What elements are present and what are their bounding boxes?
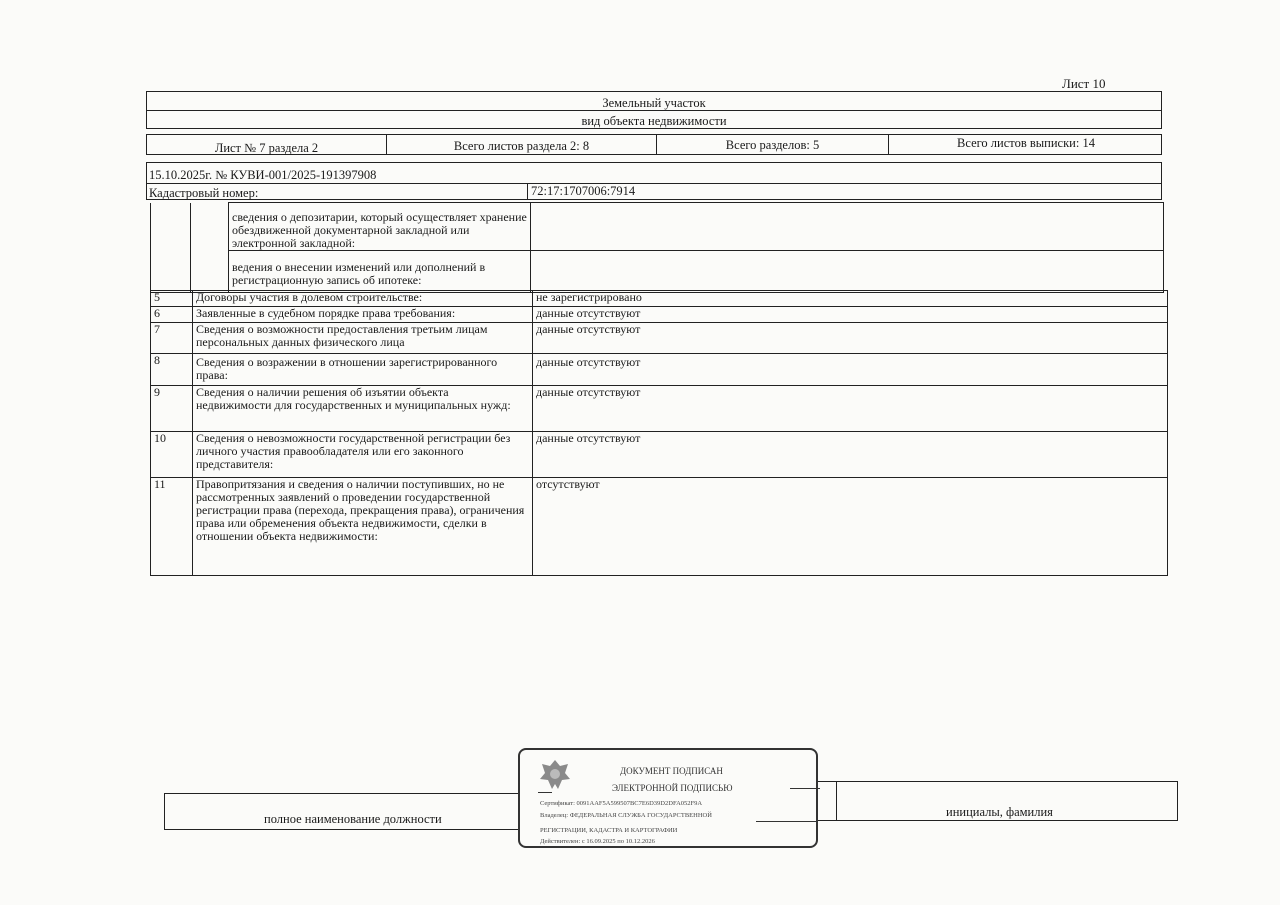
table-row [151,478,1168,576]
row-number: 11 [151,478,193,576]
stamp-owner2: РЕГИСТРАЦИИ, КАДАСТРА И КАРТОГРАФИИ [540,827,678,834]
row-value: отсутствуют [533,478,1168,576]
position-caption: полное наименование должности [264,812,442,826]
row-label: Заявленные в судебном порядке права требования: [193,307,533,323]
stamp-validity: Действителен: с 16.09.2025 по 10.12.2026 [540,838,655,845]
records-table [150,290,1168,576]
emblem-icon [538,756,572,794]
object-type-box [146,91,1162,129]
sheet-number: Лист 10 [1062,76,1106,91]
row-label: Сведения о невозможности государственной регистрации без личного участия правообладателя или его законного представителя: [193,432,533,478]
sub-row-label: ведения о внесении изменений или дополнений в регистрационную запись об ипотеке: [229,251,531,293]
object-type: Земельный участок [602,96,706,110]
row-value: данные отсутствуют [533,323,1168,354]
total-section-sheets: Всего листов раздела 2: 8 [387,135,657,154]
stamp-owner: Владелец: ФЕДЕРАЛЬНАЯ СЛУЖБА ГОСУДАРСТВЕННОЙ [540,812,712,819]
total-extract-sheets: Всего листов выписки: 14 [957,136,1095,150]
sheet-info-row [146,134,1162,155]
row-value: данные отсутствуют [533,386,1168,432]
table-row [151,354,1168,386]
electronic-signature-stamp [518,748,818,848]
cadastral-number: 72:17:1707006:7914 [531,184,636,198]
row-value: не зарегистрировано [533,291,1168,307]
table-row [151,203,1164,251]
row-number: 8 [151,354,193,386]
table-row [151,432,1168,478]
extract-ref: 15.10.2025г. № КУВИ-001/2025-191397908 [149,168,377,182]
sub-row-value [531,203,1164,251]
extract-info-box [146,162,1162,200]
row-label: Правопритязания и сведения о наличии поступивших, но не рассмотренных заявлений о проведении государственной регистрации права (перехода, прекращения права), ограничения права или обременения объекта недвижимости, сделки в отношении объекта недвижимости: [193,478,533,576]
row-label: Сведения о наличии решения об изъятии объекта недвижимости для государственных и муниципальных нужд: [193,386,533,432]
object-type-caption: вид объекта недвижимости [581,114,727,128]
table-row [151,251,1164,293]
row-value: данные отсутствуют [533,432,1168,478]
row-number: 6 [151,307,193,323]
row-value: данные отсутствуют [533,307,1168,323]
continuation-table [150,202,1164,293]
row-label: Договоры участия в долевом строительстве: [193,291,533,307]
row-label: Сведения о возражении в отношении зарегистрированного права: [193,354,533,386]
sub-row-value [531,251,1164,293]
table-row [151,386,1168,432]
table-row [151,291,1168,307]
stamp-certificate: Сертификат: 0091AAF5A599507BC7E6D39D2DFA052F9A [540,800,703,807]
stamp-line1: ДОКУМЕНТ ПОДПИСАН [620,766,723,776]
sub-row-label: сведения о депозитарии, который осуществляет хранение обездвиженной документарной закладной или электронной закладной: [229,203,531,251]
row-value: данные отсутствуют [533,354,1168,386]
total-sections: Всего разделов: 5 [657,135,889,154]
table-row [151,307,1168,323]
cadastral-label: Кадастровый номер: [149,186,259,200]
row-label: Сведения о возможности предоставления третьим лицам персональных данных физического лица [193,323,533,354]
row-number: 10 [151,432,193,478]
name-caption: инициалы, фамилия [946,805,1053,819]
table-row [151,323,1168,354]
sheet-in-section: Лист № 7 раздела 2 [147,135,387,154]
row-number: 5 [151,291,193,307]
row-number: 9 [151,386,193,432]
stamp-line2: ЭЛЕКТРОННОЙ ПОДПИСЬЮ [612,783,733,793]
row-number: 7 [151,323,193,354]
